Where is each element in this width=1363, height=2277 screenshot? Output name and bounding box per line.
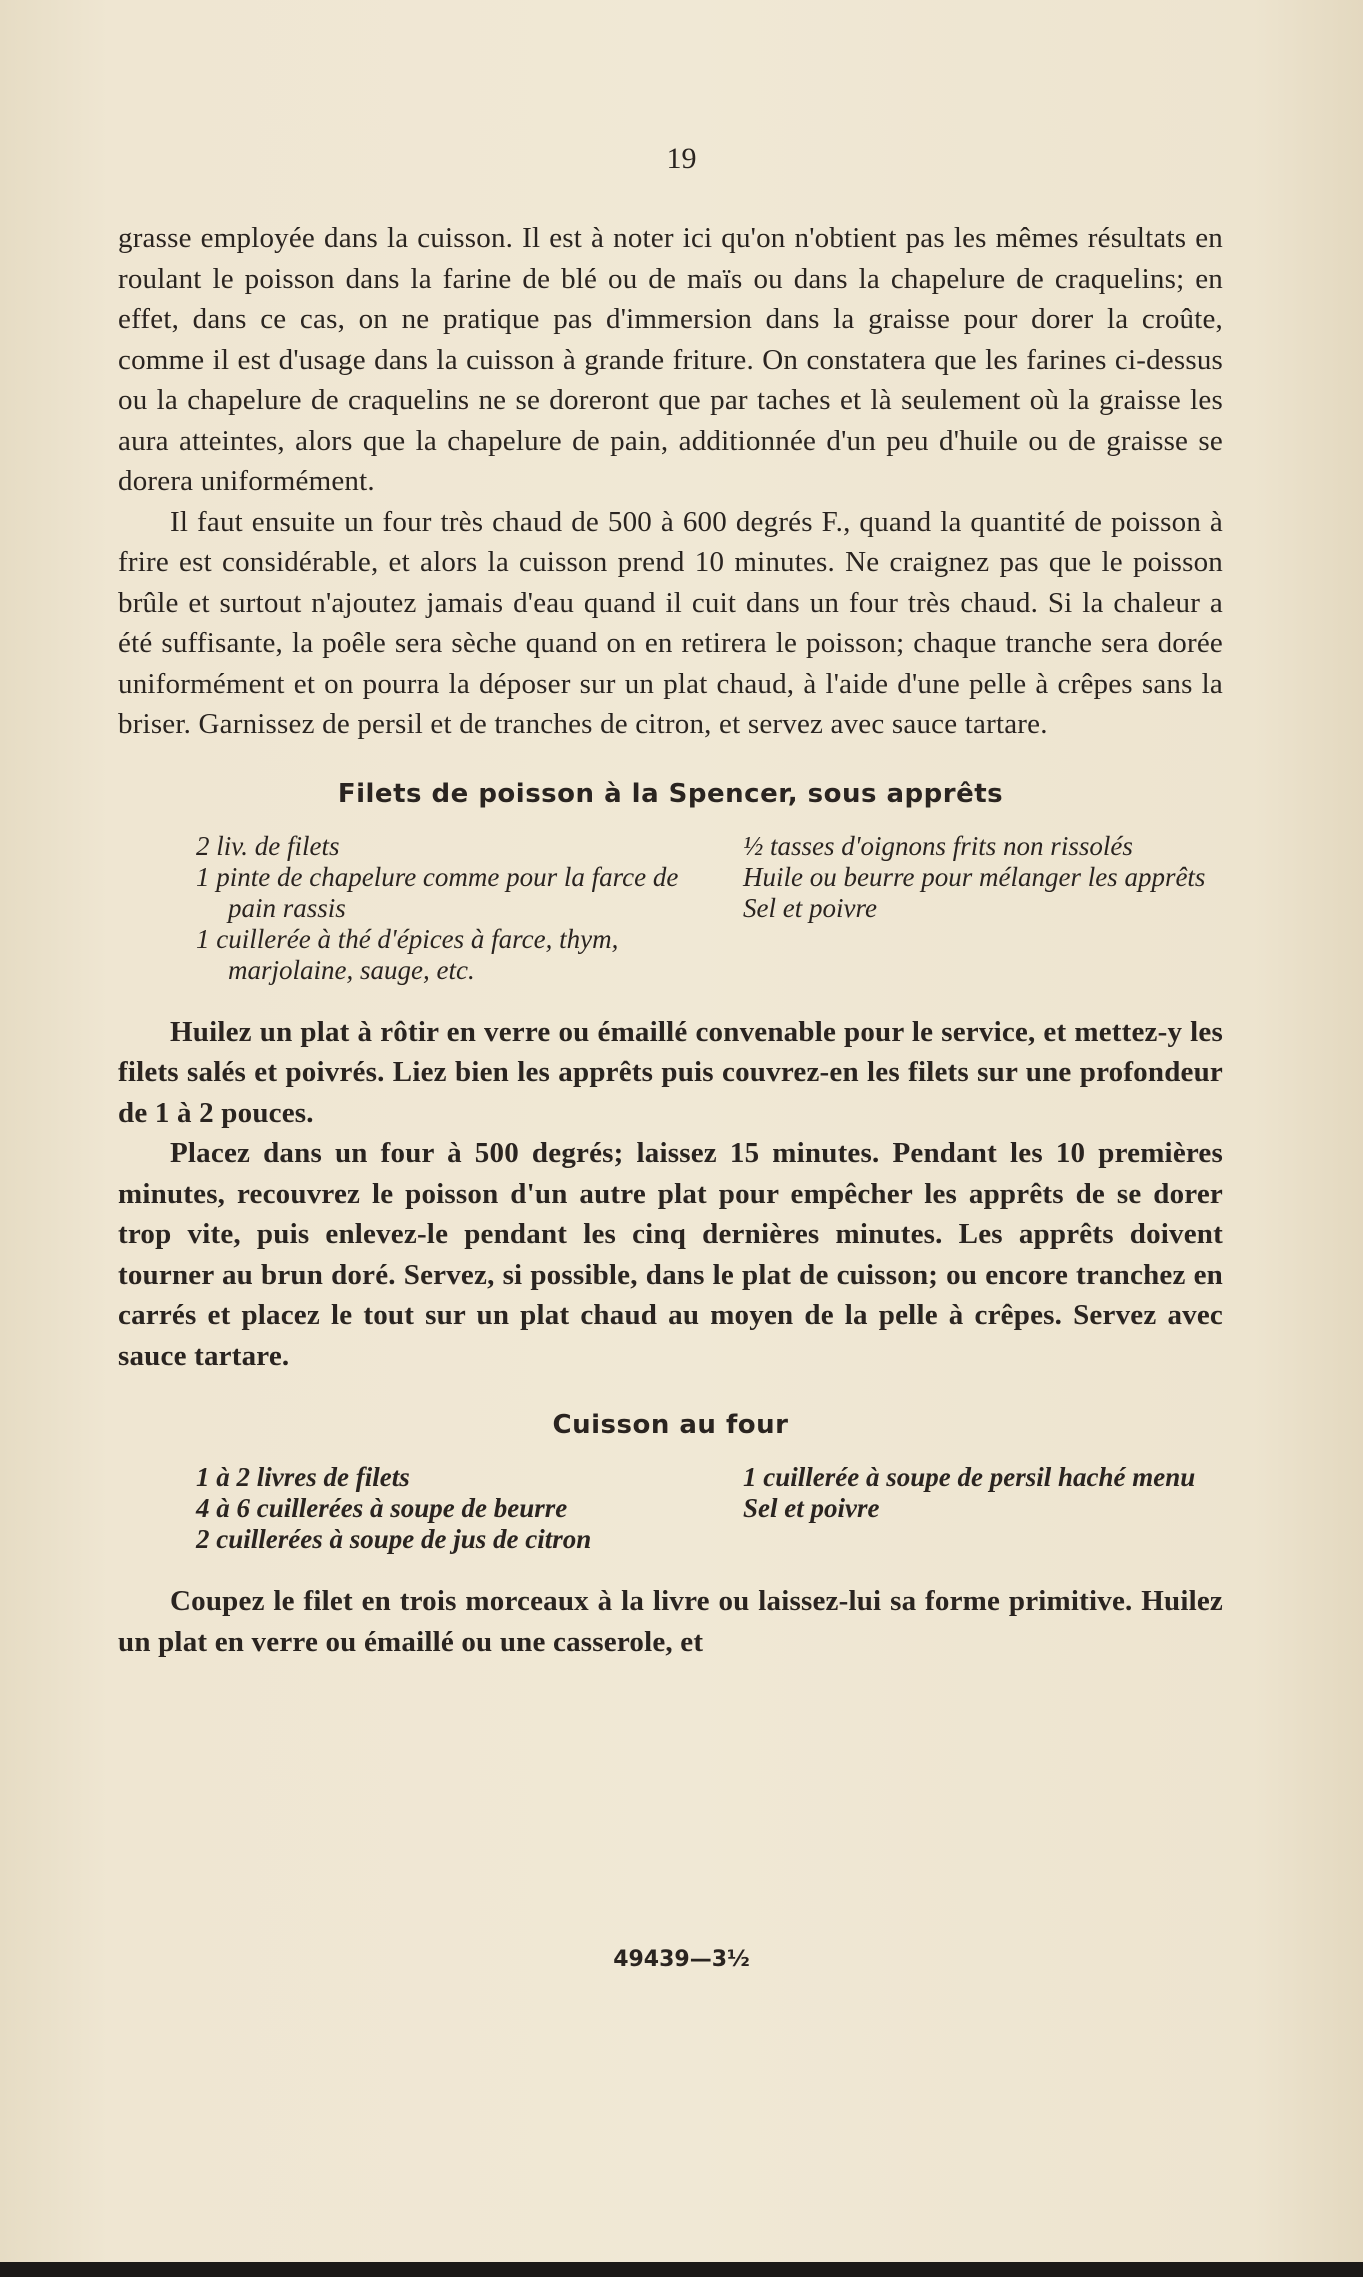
ingredient-item: 4 à 6 cuillerées à soupe de beurre [196,1493,568,1523]
ingredients-left-column [118,1462,716,1555]
ingredient-item: Huile ou beurre pour mélanger les apprêts [743,861,1206,892]
ingredient-item: 1 à 2 livres de filets [196,1462,410,1492]
recipe-title-spencer: Filets de poisson à la Spencer, sous apprêts [337,778,1004,809]
ingredient-item: Sel et poivre [743,892,877,923]
ingredient-item: Sel et poivre [743,1493,880,1523]
paragraph-spencer-step2: Placez dans un four à 500 degrés; laissez 15 minutes. Pendant les 10 premières minutes, recouvrez le poisson d'un autre plat pour empêcher les apprêts de se dorer trop vite, puis enlevez-le pendant les cinq dernières minutes. Les apprêts doivent tourner au brun doré. Servez, si possible, dans le plat de cuisson; ou encore tranchez en carrés et placez le tout sur un plat chaud au moyen de la pelle à crêpes. Servez avec sauce tartare. [118,1137,1223,1372]
ingredient-item: 2 cuillerées à soupe de jus de citron [196,1524,592,1554]
page-number: 19 [666,142,697,175]
ingredients-cuisson-au-four [118,1462,1223,1555]
paragraph-cuisson-au-four: Coupez le filet en trois morceaux à la livre ou laissez-lui sa forme primitive. Huilez un plat en verre ou émaillé ou une casserole, et [118,1585,1223,1658]
ingredients-right-column [743,831,1223,986]
paragraph-frying-continued: grasse employée dans la cuisson. Il est à noter ici qu'on n'obtient pas les mêmes résultats en roulant le poisson dans la farine de blé ou de maïs ou dans la chapelure de craquelins; en effet, dans ce cas, on ne pratique pas d'immersion dans la graisse pour dorer la croûte, comme il est d'usage dans la cuisson à grande friture. On constatera que les farines ci-dessus ou la chapelure de craquelins ne se doreront que par taches et là seulement où la graisse les aura atteintes, alors que la chapelure de pain, additionnée d'un peu d'huile ou de graisse se dorera uniformément. [118,222,1223,497]
ingredient-item: 1 pinte de chapelure comme pour la farce de pain rassis [196,861,679,923]
page-bottom-edge [0,2262,1363,2277]
ingredient-item: ½ tasses d'oignons frits non rissolés [743,830,1133,861]
paragraph-oven-heat: Il faut ensuite un four très chaud de 500 à 600 degrés F., quand la quantité de poisson à frire est considérable, et alors la cuisson prend 10 minutes. Ne craignez pas que le poisson brûle et surtout n'ajoutez jamais d'eau quand il cuit dans un four très chaud. Si la chaleur a été suffisante, la poêle sera sèche quand on en retirera le poisson; chaque tranche sera dorée uniformément et on pourra la déposer sur un plat chaud, à l'aide d'une pelle à crêpes sans la briser. Garnissez de persil et de tranches de citron, et servez avec sauce tartare. [118,505,1223,740]
ingredient-item: 2 liv. de filets [196,830,340,861]
ingredient-item: 1 cuillerée à soupe de persil haché menu [743,1462,1196,1492]
ingredients-right-column [743,1462,1223,1555]
footer-print-code: 49439—3½ [613,1947,750,1972]
main-content [118,218,1223,1662]
ingredients-spencer [118,831,1223,986]
ingredients-left-column [118,831,716,986]
paragraph-spencer-step1: Huilez un plat à rôtir en verre ou émaillé convenable pour le service, et mettez-y les filets salés et poivrés. Liez bien les apprêts puis couvrez-en les filets sur une profondeur de 1 à 2 pouces. [118,1015,1223,1129]
ingredient-item: 1 cuillerée à thé d'épices à farce, thym, marjolaine, sauge, etc. [196,923,619,985]
recipe-title-cuisson-au-four: Cuisson au four [552,1410,789,1440]
